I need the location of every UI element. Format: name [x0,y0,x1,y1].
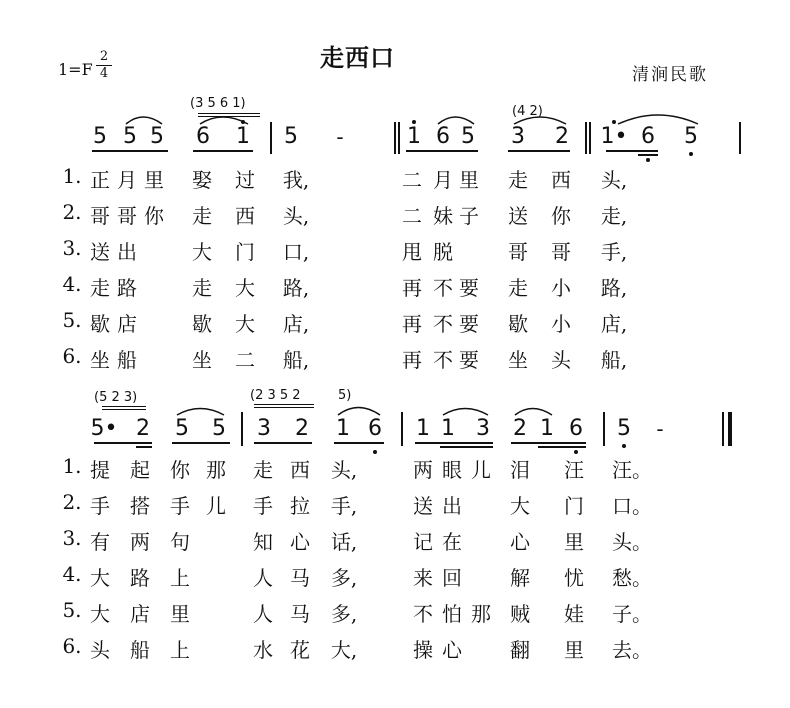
lyric-char: 水 [253,638,273,662]
lyric-char: 2. [62,200,82,224]
lyric-char: 在 [442,530,462,554]
lyric-char: 头, [330,458,358,482]
key-signature: 1=F [58,60,93,79]
lyric-char: 走 [253,458,273,482]
lyric-char: 3. [62,236,82,260]
lyric-char: 大 [192,240,212,264]
lyric-char: 里 [459,168,479,192]
lyric-char: 贼 [510,602,530,626]
lyric-char: 口。 [612,494,652,518]
lyric-char: 里 [170,602,190,626]
dash: - [656,417,664,441]
note: 6 [436,124,450,149]
note: 2 [295,416,309,441]
note: 6 [196,124,210,149]
lyric-char: 上 [170,566,190,590]
lyric-char: 头。 [612,530,652,554]
lyric-char: 去。 [612,638,652,662]
lyric-char: 2. [62,490,82,514]
lyric-char: 提 [90,458,110,482]
lyric-char: 西 [551,168,571,192]
lyric-char: 手 [170,494,190,518]
note: 1 [236,124,250,149]
lyric-char: 出 [117,240,137,264]
lyric-char: 3. [62,526,82,550]
lyric-char: 愁。 [612,566,652,590]
lyric-char: 再 [402,348,422,372]
lyric-char: 记 [413,530,433,554]
note: 5 [175,416,189,441]
lyric-char: 5. [62,308,82,332]
lyric-char: 歇 [90,312,110,336]
lyric-char: 路 [130,566,150,590]
lyric-char: 妹 [433,204,453,228]
lyric-char: 那 [206,458,226,482]
lyric-char: 大 [510,494,530,518]
lyric-char: 你 [551,204,571,228]
lyric-char: 小 [551,276,571,300]
lyric-char: 正 [90,168,110,192]
lyric-char: 里 [564,638,584,662]
lyric-char: 我, [282,168,310,192]
note: 5 [461,124,475,149]
lyric-char: 起 [130,458,150,482]
lyric-char: 西 [290,458,310,482]
lyric-char: 眼 [442,458,462,482]
lyric-char: 里 [564,530,584,554]
lyric-char: 搭 [130,494,150,518]
lyric-char: 多, [330,602,358,626]
lyric-char: 船 [130,638,150,662]
lyric-char: 路, [600,276,628,300]
lyric-char: 走 [192,204,212,228]
lyric-char: 送 [413,494,433,518]
lyric-char: 娶 [192,168,212,192]
lyric-char: 6. [62,634,82,658]
lyric-char: 船, [600,348,628,372]
lyric-char: 两 [130,530,150,554]
lyric-char: 歇 [192,312,212,336]
lyric-char: 4. [62,562,82,586]
note: 3 [511,124,525,149]
lyric-char: 句 [170,530,190,554]
lyric-char: 出 [442,494,462,518]
note: 1 [407,124,421,149]
lyric-char: 要 [459,312,479,336]
lyric-char: 哥 [508,240,528,264]
lyric-char: 歇 [508,312,528,336]
note: 1 [540,416,554,441]
lyric-char: 船 [117,348,137,372]
lyric-char: 店, [600,312,628,336]
lyric-char: 大 [90,602,110,626]
lyric-char: 送 [508,204,528,228]
lyric-char: 店, [282,312,310,336]
lyric-char: 月 [117,168,137,192]
lyric-char: 走 [508,168,528,192]
note: 5• [90,416,118,441]
lyric-char: 门 [235,240,255,264]
note: 6 [569,416,583,441]
lyric-char: 儿 [471,458,491,482]
note: 2 [513,416,527,441]
lyric-char: 1. [62,164,82,188]
lyric-char: 人 [253,566,273,590]
note: 5 [93,124,107,149]
lyric-char: 心 [290,530,310,554]
time-signature-top: 2 [99,49,109,64]
lyric-char: 哥 [117,204,137,228]
lyric-char: 店 [117,312,137,336]
lyric-char: 手 [253,494,273,518]
note: 6 [368,416,382,441]
lyric-char: 西 [235,204,255,228]
lyric-char: 再 [402,312,422,336]
lyric-char: 大 [90,566,110,590]
grace-notes: (4 2) [512,104,543,119]
note: 1 [336,416,350,441]
lyric-char: 大 [235,276,255,300]
lyric-char: 人 [253,602,273,626]
lyric-char: 4. [62,272,82,296]
grace-notes: 5) [338,388,352,403]
lyric-char: 哥 [551,240,571,264]
lyric-char: 拉 [290,494,310,518]
lyric-char: 子。 [612,602,652,626]
lyric-char: 哥 [90,204,110,228]
lyric-char: 月 [433,168,453,192]
lyric-char: 手, [600,240,628,264]
lyric-char: 心 [442,638,462,662]
lyric-char: 儿 [206,494,226,518]
lyric-char: 坐 [192,348,212,372]
lyric-char: 1. [62,454,82,478]
lyric-char: 店 [130,602,150,626]
note: 5 [212,416,226,441]
lyric-char: 操 [413,638,433,662]
lyric-char: 口, [282,240,310,264]
note: 1• [600,124,628,149]
lyric-char: 汪。 [612,458,652,482]
lyric-char: 大, [330,638,358,662]
lyric-char: 里 [144,168,164,192]
lyric-char: 头 [551,348,571,372]
note: 3 [257,416,271,441]
lyric-char: 二 [402,204,422,228]
note: 3 [476,416,490,441]
lyric-char: 走 [192,276,212,300]
lyric-char: 大 [235,312,255,336]
lyric-char: 怕 [442,602,462,626]
grace-notes: (2 3 5 2 [250,388,301,403]
lyric-char: 船, [282,348,310,372]
note: 5 [684,124,698,149]
note: 5 [284,124,298,149]
note: 1 [416,416,430,441]
note: 5 [617,416,631,441]
lyric-char: 手 [90,494,110,518]
lyric-char: 马 [290,602,310,626]
lyric-char: 汪 [564,458,584,482]
lyric-char: 上 [170,638,190,662]
note: 2 [136,416,150,441]
lyric-char: 路, [282,276,310,300]
lyric-char: 回 [442,566,462,590]
lyric-char: 甩 [402,240,422,264]
lyric-char: 走 [508,276,528,300]
lyric-char: 不 [433,348,453,372]
lyric-char: 不 [413,602,433,626]
lyric-char: 马 [290,566,310,590]
lyric-char: 二 [235,348,255,372]
lyric-char: 泪 [510,458,530,482]
lyric-char: 两 [413,458,433,482]
grace-notes: (5 2 3) [94,390,138,405]
lyric-char: 知 [253,530,273,554]
lyric-char: 花 [290,638,310,662]
note: 1 [441,416,455,441]
lyric-char: 来 [413,566,433,590]
note: 5 [123,124,137,149]
song-title: 走西口 [320,44,395,72]
lyric-char: 坐 [90,348,110,372]
lyric-char: 小 [551,312,571,336]
lyric-char: 再 [402,276,422,300]
lyric-char: 不 [433,276,453,300]
lyric-char: 手, [330,494,358,518]
note: 5 [150,124,164,149]
lyric-char: 心 [510,530,530,554]
lyric-char: 不 [433,312,453,336]
lyric-char: 子 [459,204,479,228]
note: 2 [555,124,569,149]
lyric-char: 走, [600,204,628,228]
lyric-char: 有 [90,530,110,554]
lyric-char: 解 [510,566,530,590]
lyric-char: 话, [330,530,358,554]
lyric-char: 忧 [564,566,584,590]
lyric-char: 路 [117,276,137,300]
lyric-char: 要 [459,276,479,300]
lyric-char: 二 [402,168,422,192]
lyric-char: 头 [90,638,110,662]
lyric-char: 5. [62,598,82,622]
dash: - [336,125,344,149]
lyric-char: 过 [235,168,255,192]
lyric-char: 坐 [508,348,528,372]
lyric-char: 头, [600,168,628,192]
lyric-char: 走 [90,276,110,300]
lyric-char: 门 [564,494,584,518]
note: 6 [641,124,655,149]
grace-notes: (3 5 6 1) [190,96,246,111]
lyric-char: 你 [170,458,190,482]
lyric-char: 要 [459,348,479,372]
lyric-char: 翻 [510,638,530,662]
lyric-char: 送 [90,240,110,264]
lyric-char: 头, [282,204,310,228]
lyric-char: 娃 [564,602,584,626]
time-signature-bottom: 4 [99,66,109,81]
lyric-char: 多, [330,566,358,590]
lyric-char: 6. [62,344,82,368]
lyric-char: 你 [144,204,164,228]
lyric-char: 脱 [433,240,453,264]
song-source: 清涧民歌 [632,65,708,85]
lyric-char: 那 [471,602,491,626]
